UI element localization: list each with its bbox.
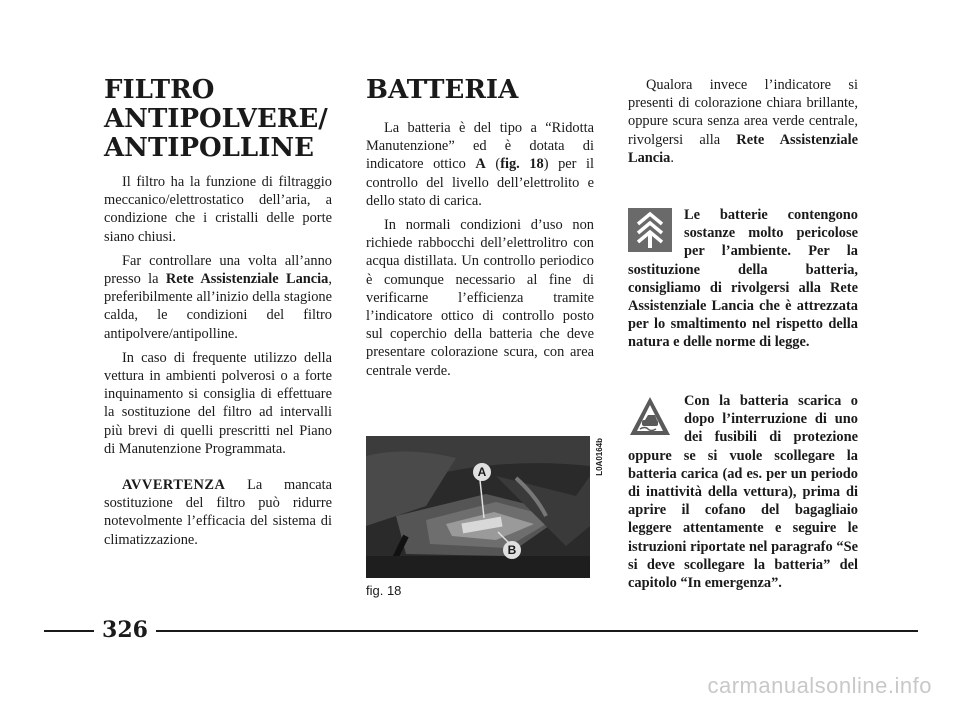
figure-caption: fig. 18 [366,583,402,598]
bold-text: A [475,156,486,173]
section-title-battery: BATTERIA [366,75,519,105]
paragraph [366,119,594,210]
bold-text: Rete Assistenziale Lancia [165,271,329,288]
paragraph: Il filtro ha la funzione di filtraggio meccanico/elettrostatico dell’aria, a condizione che i cristalli delle porte siano chiusi. [104,174,332,245]
column-battery-cont [628,76,858,592]
battery-photo [366,436,590,578]
environment-warning [628,206,858,352]
label-a: A [477,465,487,479]
paragraph: In normali condizioni d’uso non richiede rabbocchi dell’elettrolitro con acqua distillata. Un controllo periodico è comunque necessario al fine di verificarne l’efficienza tramite l’indicatore ottico di controllo posto sul coperchio della batteria che deve presentare colorazione scura, con area centrale verde. [366,217,594,379]
warning-text: Con la batteria scarica o dopo l’interruzione di uno dei fusibili di protezione oppure se si vuole scollegare la batteria carica (ad es. per un periodo di inattività della vettura), prima di aprire il cofano del bagagliaio leggere attentamente e seguire le istruzioni riportate nel paragrafo “Se si deve scollegare la batteria” del capitolo “In emergenza”. [628,393,858,592]
page-number: 326 [102,617,148,643]
paragraph: In caso di frequente utilizzo della vettura in ambienti polverosi o a forte inquinamento si consiglia di effettuare la sostituzione del filtro ad intervalli più brevi di quelli prescritti nel Piano di Manutenzione Programmata. [104,349,332,457]
danger-warning [628,392,858,592]
column-battery [366,76,594,380]
figure-ref: fig. 18 [500,156,544,173]
warning-text: Le batterie contengono sostanze molto pericolose per l’ambiente. Per la sostituzione della batteria, consigliamo di rivolgersi alla Rete Assistenziale Lancia che è attrezzata per lo smaltimento nel rispetto della natura e delle norme di legge. [628,207,858,351]
battery-illustration [366,436,590,578]
paragraph [104,252,332,343]
text: Qualora invece l’indicatore si presenti di colorazione chiara brillante, oppure scura senza area verde centrale, rivolgersi alla [628,77,858,148]
section-title-filter [104,76,332,163]
avvertenza-label: AVVERTENZA [122,477,226,494]
paragraph [628,76,858,167]
figure-code: L0A0164b [595,438,604,476]
title-line: FILTRO [104,75,215,105]
text: . [670,149,674,166]
text: ( [485,156,501,173]
car-skid-warning-icon [628,394,672,438]
title-line: ANTIPOLVERE/ [104,104,328,134]
footer-rule [44,630,94,632]
title-line: ANTIPOLLINE [104,133,314,163]
bold-text: Rete Assistenziale Lancia [628,131,858,166]
footer-rule [156,630,918,632]
label-b: B [507,543,517,557]
text: , preferibilmente all’inizio della stagione calda, le condizioni del filtro antipolvere/antipolline. [104,271,332,342]
environment-tree-icon [628,208,672,252]
avvertenza-paragraph [104,476,332,549]
text: Far controllare una volta all’anno presso la [104,252,332,288]
watermark: carmanualsonline.info [707,673,932,698]
text: La mancata sostituzione del filtro può ridurre notevolmente l’efficacia del sistema di climatizzazione. [104,477,332,548]
text: La batteria è del tipo a “Ridotta Manutenzione” ed è dotata di indicatore ottico [366,120,594,173]
column-filter [104,76,332,549]
text: ) per il controllo del livello dell’elettrolito e dello stato di carica. [366,156,594,209]
